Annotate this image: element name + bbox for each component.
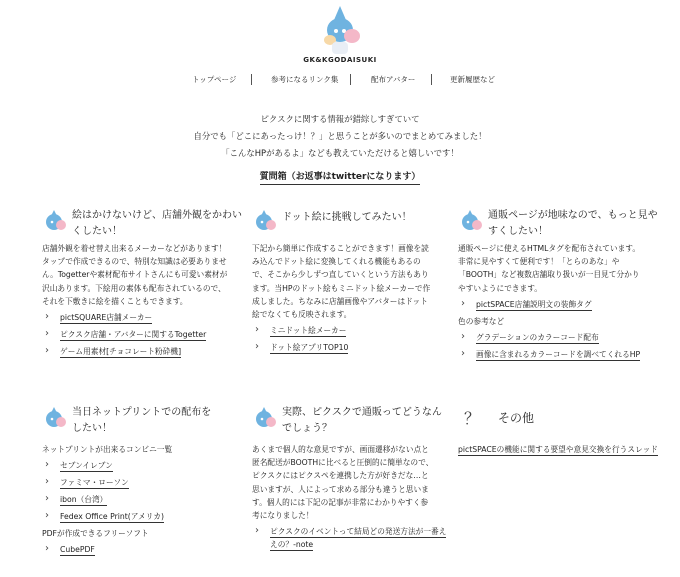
link-label: 画像に含まれるカラーコードを調べてくれるHP	[476, 349, 641, 359]
question-icon: ？	[464, 409, 481, 428]
nav-history[interactable]: 更新履歴など	[450, 75, 495, 84]
main-nav	[0, 74, 680, 88]
link-list	[42, 311, 242, 358]
link-list	[458, 443, 658, 456]
link-label: ミニドット絵メーカー	[270, 326, 347, 336]
link-list	[252, 525, 452, 551]
character-icon	[252, 405, 278, 431]
intro-line: 自分でも「どこにあったっけ！？」と思うことが多いのでまとめてみました！	[193, 131, 487, 141]
list-item[interactable]	[458, 443, 658, 456]
card-title: 絵はかけないけど、店舗外観をかわいくしたい！	[72, 210, 242, 237]
character-icon	[42, 405, 68, 431]
list-item[interactable]	[252, 341, 452, 354]
link-label: ピクスクのイベントって結局どの発送方法が一番ええの？-note	[270, 527, 447, 550]
link-label: pictSPACEの機能に関する要望や意見交換を行うスレッド	[458, 445, 658, 454]
link-list	[42, 543, 242, 556]
section-subhead: PDFが作成できるフリーソフト	[42, 529, 149, 538]
logo-character-icon	[310, 2, 370, 60]
card-body: あくまで個人的な意見ですが、画面遷移がない点と匿名配送がBOOTHに比べると圧倒的に簡単なので、ピクスクにはピクスペを連携した方が好きだな…と思いますが、人によって求める部分も違うと思います。個人的には下記の記事が非常にわかりやすく参考になりました！	[252, 445, 434, 521]
nav-avatars[interactable]: 配布アバター	[371, 75, 416, 84]
card-body: 通販ページに使えるHTMLタグを配布されています。非常に見やすくて便利です！「とらのあな」や「BOOTH」など複数店舗取り扱いが一目見て分かりやすいようにできます。	[458, 244, 641, 293]
list-item[interactable]	[458, 348, 658, 361]
card-title: 通販ページが地味なので、もっと見やすくしたい！	[488, 210, 658, 237]
link-label: グラデーションのカラーコード配布	[476, 332, 599, 342]
nav-links[interactable]: 参考になるリンク集	[271, 75, 339, 84]
nav-divider	[251, 74, 252, 85]
character-icon	[252, 208, 278, 234]
nav-divider	[350, 74, 351, 85]
card-netprint	[42, 405, 242, 560]
logo-text: GK&KGODAISUKI	[303, 56, 377, 64]
card-pixel-art	[252, 208, 452, 358]
site-logo[interactable]	[298, 2, 382, 72]
link-list	[252, 324, 452, 354]
character-icon	[458, 208, 484, 234]
list-item[interactable]	[42, 345, 242, 358]
card-body: 下記から簡単に作成することができます！画像を読み込んでドット絵に変換してくれる機能もあるので、そこから少しずつ直していくという方法もあります。当HPのドット絵もミニドット絵メーカーで作成しました。ちなみに店舗画像やアバターはドット絵でなくても反映されます。	[252, 244, 431, 320]
link-label: pictSQUARE店舗メーカー	[60, 313, 153, 323]
character-icon	[42, 208, 68, 234]
link-label: ピクスク店舗・アバターに関するTogetter	[60, 330, 207, 340]
card-title: 当日ネットプリントでの配布をしたい！	[72, 407, 212, 434]
card-storefront	[42, 208, 242, 362]
list-item[interactable]	[458, 331, 658, 344]
question-box-link[interactable]	[0, 169, 680, 182]
nav-top[interactable]: トップページ	[192, 75, 237, 84]
nav-divider	[431, 74, 432, 85]
link-list	[42, 459, 242, 523]
list-item[interactable]	[42, 328, 242, 341]
card-title: その他	[498, 411, 535, 425]
link-label: ibon（台湾）	[60, 495, 108, 504]
card-title: ドット絵に挑戦してみたい！	[282, 212, 412, 223]
card-mail-order	[252, 405, 452, 555]
section-subhead: ネットプリントが出来るコンビニ一覧	[42, 445, 173, 454]
intro-line: 「こんなHPがあるよ」なども教えていただけると嬉しいです！	[221, 148, 459, 158]
list-item[interactable]	[42, 459, 242, 472]
list-item[interactable]	[42, 510, 242, 523]
link-label: セブンイレブン	[60, 461, 113, 470]
intro-line: ピクスクに関する情報が錯綜しすぎていて	[260, 114, 420, 124]
card-body: 店舗外観を着せ替え出来るメーカーなどがあります！タップで作成できるので、特別な知識は必要ありません。Togetterや素材配布サイトさんにも可愛い素材が沢山あります。下絵用の素体も配布されているので、それを下敷きに絵を描くこともできます。	[42, 244, 228, 306]
list-item[interactable]	[42, 311, 242, 324]
section-subhead: 色の参考など	[458, 316, 505, 326]
list-item[interactable]	[252, 525, 452, 551]
link-label: Fedex Office Print(アメリカ)	[60, 512, 164, 521]
card-title: 実際、ピクスクで通販ってどうなんでしょう？	[282, 407, 442, 434]
link-label: ドット絵アプリTOP10	[270, 343, 349, 353]
link-label: ファミマ・ローソン	[60, 478, 129, 487]
link-list	[458, 331, 658, 361]
list-item[interactable]	[458, 298, 658, 311]
intro-text	[0, 111, 680, 162]
link-list	[458, 298, 658, 311]
card-other	[458, 408, 658, 460]
list-item[interactable]	[42, 476, 242, 489]
link-label: ゲーム用素材[チョコレート粉砕機]	[60, 347, 182, 357]
question-box-label: 質問箱（お返事はtwitterになります）	[260, 172, 421, 185]
card-shop-page	[458, 208, 658, 365]
list-item[interactable]	[252, 324, 452, 337]
list-item[interactable]	[42, 493, 242, 506]
link-label: CubePDF	[60, 545, 95, 554]
list-item[interactable]	[42, 543, 242, 556]
link-label: pictSPACE店舗説明文の装飾タグ	[476, 299, 592, 309]
